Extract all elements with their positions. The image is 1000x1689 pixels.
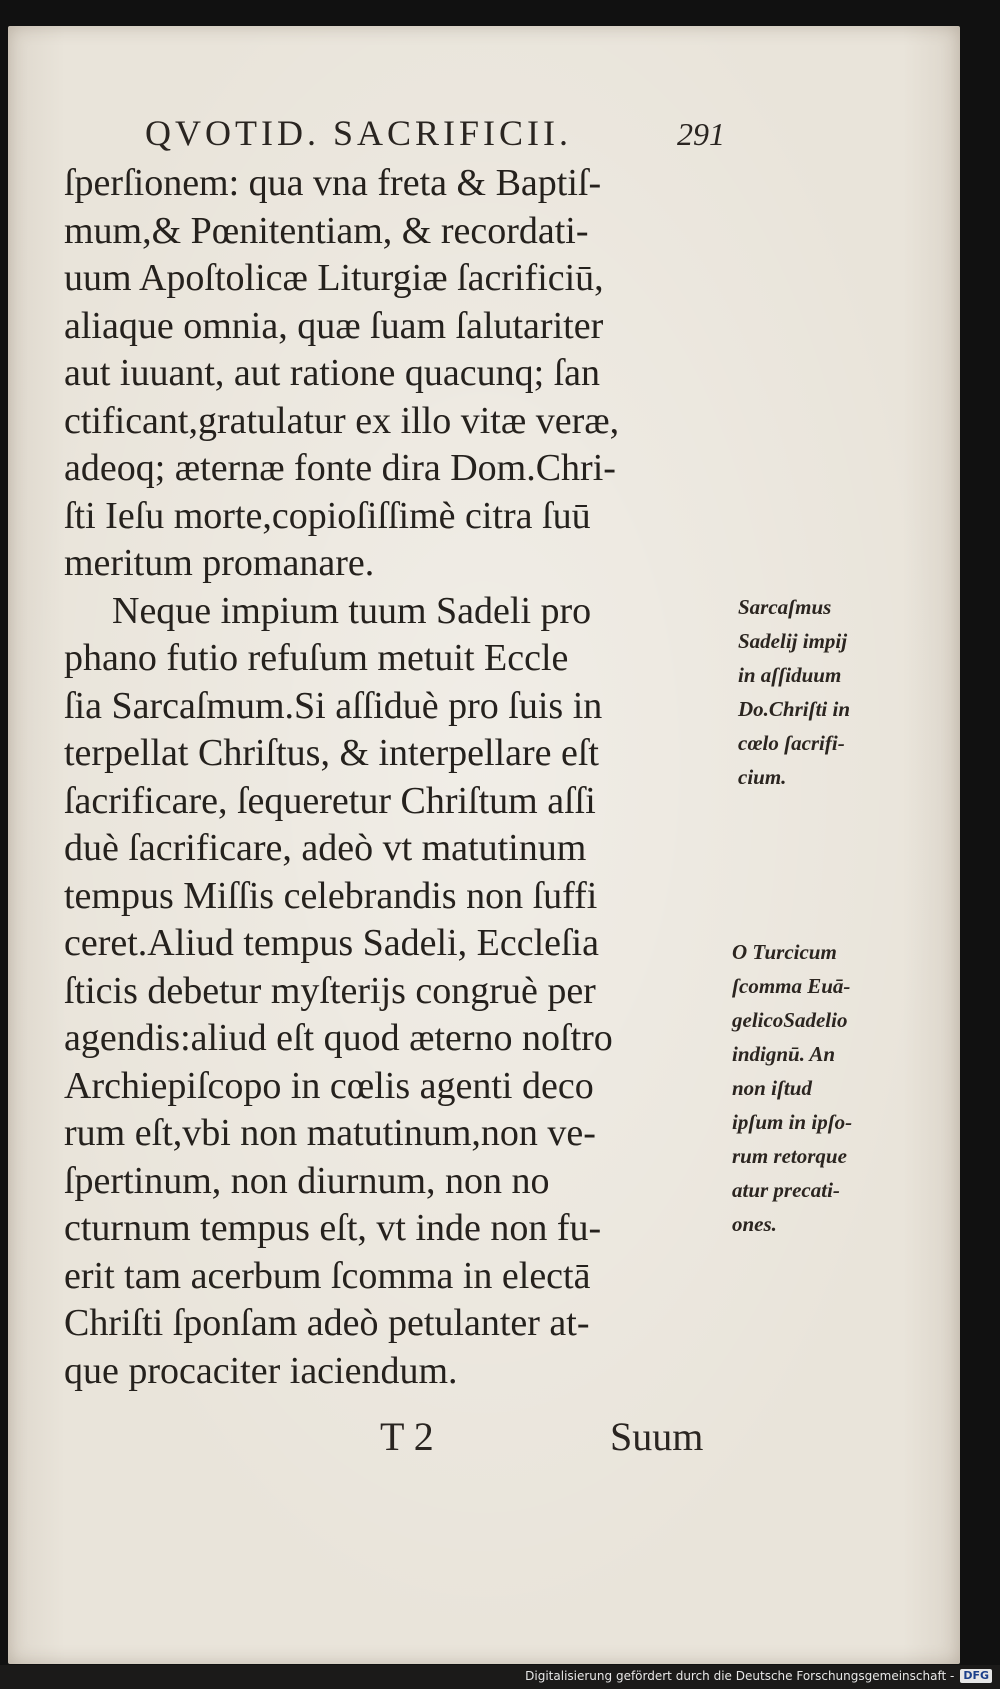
text-line: ceret.Aliud tempus Sadeli, Eccleſia xyxy=(64,922,599,964)
catchword: Suum xyxy=(610,1414,704,1459)
signature-mark: T 2 xyxy=(380,1414,434,1459)
marginal-note-line: ipſum in ipſo- xyxy=(732,1110,853,1134)
text-line: Chriſti ſponſam adeò petulanter at- xyxy=(64,1302,590,1344)
marginal-note-line: non iſtud xyxy=(732,1076,812,1100)
marginal-note-sarcasm xyxy=(738,590,850,794)
text-line: ctificant,gratulatur ex illo vitæ veræ, xyxy=(64,399,620,442)
text-line: aut iuuant, aut ratione quacunq; ſan xyxy=(64,352,601,394)
marginal-note-line: in aſſiduum xyxy=(738,663,842,687)
running-head xyxy=(145,112,725,162)
marginal-note-line: indignū. An xyxy=(732,1042,836,1066)
marginal-note-line: Do.Chriſti in xyxy=(738,697,851,721)
page-number: 291 xyxy=(677,116,725,152)
digitization-credit xyxy=(525,1666,992,1686)
marginal-note-line: atur precati- xyxy=(732,1178,840,1202)
paragraph-start-line: Neque impium tuum Sadeli pro xyxy=(112,589,592,632)
running-title: QVOTID. SACRIFICII. xyxy=(145,113,572,153)
text-line: ſticis debetur myſterijs congruè per xyxy=(64,969,596,1012)
dfg-logo-icon: DFG xyxy=(960,1669,992,1683)
marginal-note-line: ones. xyxy=(732,1212,777,1236)
text-line: agendis:aliud eſt quod æterno noſtro xyxy=(64,1017,613,1059)
text-line: tempus Miſſis celebrandis non ſuffi xyxy=(64,874,598,917)
main-text xyxy=(64,160,724,1395)
marginal-note-line: cœlo ſacrifi- xyxy=(738,731,845,755)
marginal-note-line: gelicoSadelio xyxy=(732,1008,848,1032)
text-line: que procaciter iaciendum. xyxy=(64,1349,458,1392)
text-line: meritum promanare. xyxy=(64,542,375,584)
text-line: erit tam acerbum ſcomma in electā xyxy=(64,1254,591,1297)
text-line: aliaque omnia, quæ ſuam ſalutariter xyxy=(64,304,604,347)
text-line: phano futio refuſum metuit Eccle xyxy=(64,637,569,679)
text-line: ſperſionem: qua vna freta & Baptiſ- xyxy=(64,162,602,204)
marginal-note-line: rum retorque xyxy=(732,1144,847,1168)
text-line: ſpertinum, non diurnum, non no xyxy=(64,1159,550,1202)
text-line: ſti Ieſu morte,copioſiſſimè citra ſuū xyxy=(64,494,591,537)
marginal-note-line: Sarcaſmus xyxy=(738,595,832,619)
text-line: Archiepiſcopo in cœlis agenti deco xyxy=(64,1064,594,1107)
marginal-note-line: ſcomma Euā- xyxy=(732,974,851,998)
text-line: rum eſt,vbi non matutinum,non ve- xyxy=(64,1112,596,1154)
text-line: ſacrificare, ſequeretur Chriſtum aſſi xyxy=(64,779,596,822)
text-line: adeoq; æternæ fonte dira Dom.Chri- xyxy=(64,447,616,489)
marginal-note-line: Sadelij impij xyxy=(738,629,848,653)
marginal-note-turcicum xyxy=(732,935,852,1241)
text-line: uum Apoſtolicæ Liturgiæ ſacrificiū, xyxy=(64,257,604,299)
text-line: ſia Sarcaſmum.Si aſſiduè pro ſuis in xyxy=(64,684,603,727)
text-line: cturnum tempus eſt, vt inde non fu- xyxy=(64,1207,602,1249)
marginal-note-line: O Turcicum xyxy=(732,940,837,964)
marginal-note-line: cium. xyxy=(738,765,787,789)
text-line: duè ſacrificare, adeò vt matutinum xyxy=(64,827,587,869)
text-line: terpellat Chriſtus, & interpellare eſt xyxy=(64,732,599,774)
credit-text: Digitalisierung gefördert durch die Deutsche Forschungsgemeinschaft - xyxy=(525,1669,955,1683)
text-line: mum,& Pœnitentiam, & recordati- xyxy=(64,209,589,252)
